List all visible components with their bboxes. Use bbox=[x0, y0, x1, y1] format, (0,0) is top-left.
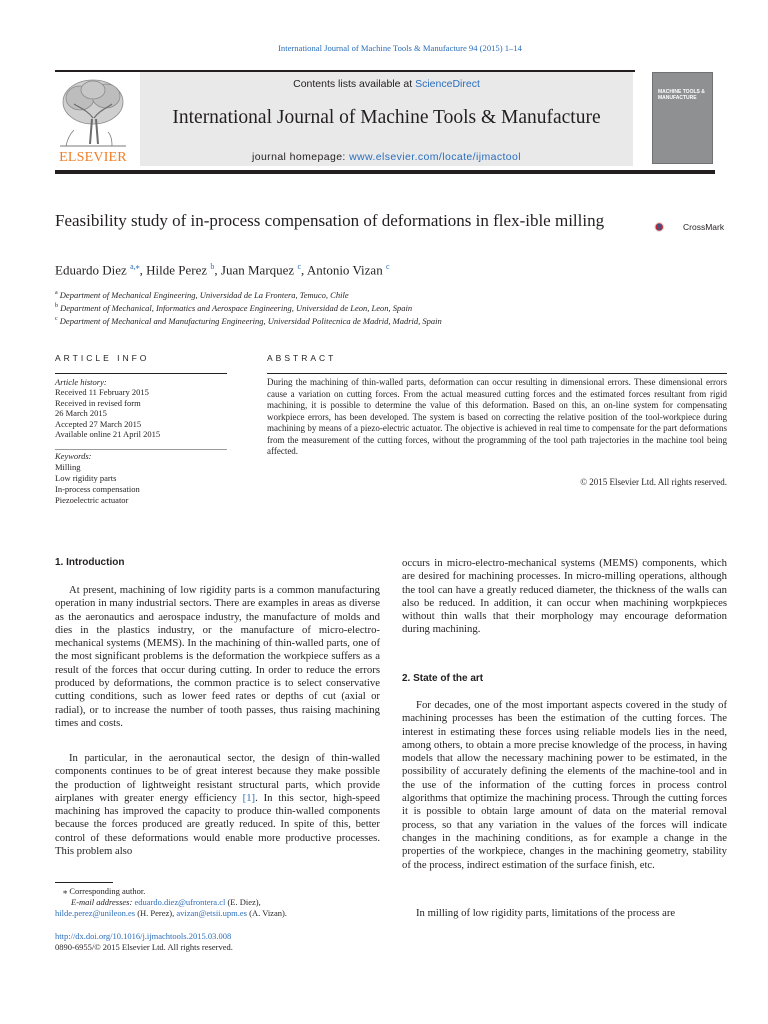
email-line: E-mail addresses: eduardo.diez@ufrontera.cl (E. Diez), bbox=[71, 897, 261, 907]
author-name: Antonio Vizan bbox=[306, 262, 383, 278]
keywords-label: Keywords: bbox=[55, 451, 92, 461]
author-affil-link[interactable]: a,⁎ bbox=[130, 262, 140, 271]
history-item: Accepted 27 March 2015 bbox=[55, 418, 142, 429]
email-line: hilde.perez@unileon.es (H. Perez), avizan@etsii.upm.es (A. Vizan). bbox=[55, 908, 287, 918]
journal-homepage bbox=[140, 151, 633, 163]
history-item: Received 11 February 2015 bbox=[55, 387, 149, 398]
history-item: Available online 21 April 2015 bbox=[55, 429, 161, 440]
affiliation-line: $^c$ Department of Mechanical and Manufacturing Engineering, Universidad Politecnica de Madrid, Madrid, Spain bbox=[55, 315, 442, 326]
keywords bbox=[55, 451, 235, 506]
cover-title: MACHINE TOOLS & MANUFACTURE bbox=[658, 89, 705, 101]
author-name: Juan Marquez bbox=[220, 262, 295, 278]
journal-cover-thumbnail[interactable] bbox=[652, 72, 713, 164]
abstract-copyright: © 2015 Elsevier Ltd. All rights reserved. bbox=[580, 477, 727, 487]
author-affil-link[interactable]: b bbox=[210, 262, 215, 271]
footnote-rule bbox=[55, 882, 113, 883]
section-heading-state-of-the-art: 2. State of the art bbox=[402, 673, 484, 684]
introduction-paragraph: In particular, in the aeronautical sector, the design of thin-walled components continues to be of great interest because they make possible the production of lightweight resistant structural parts, which provide airplanes with greater energy efficiency [1]. In this sector, high-speed machining has improved the capacity to produce thin-walled components because the forces produced are greatly reduced. In spite of this, better control of these deformations would enable more productive processes. This problem also bbox=[55, 752, 380, 858]
contents-line bbox=[140, 78, 633, 90]
author-affil-link[interactable]: c bbox=[297, 262, 302, 271]
corresponding-author-note: ⁎ Corresponding author. bbox=[63, 886, 146, 896]
abstract-text: During the machining of thin-walled parts, deformation can occur resulting in dimensional errors. These dimensional errors cause a variation on cutting forces. From the actual measured cutting forces and the estimated forces resultant from rigid machining, it is possible to determine the value of this deformation. Based on this, an on-line system for compensating workpiece errors, has been developed. The system is based on correcting the relative position of the tool-workpiece during machining by means of a piezo-electric actuator. The objective is achieved in real time to compensate for the part deformations from the measurement of the cutting forces, without the programming of the tool path trajectories in the machine tool being affected. bbox=[267, 377, 727, 456]
section-heading-introduction: 1. Introduction bbox=[55, 557, 125, 568]
author-name: Hilde Perez bbox=[146, 262, 208, 278]
keywords-rule bbox=[55, 449, 227, 450]
state-of-the-art-paragraph: For decades, one of the most important aspects covered in the study of machining processes has been the estimation of the cutting forces. The interest in estimating these forces using reliable models lies in the need, among others, to obtain a more precise knowledge of the process, in having models that allow the necessary machining power to be estimated, in the possibility of accurately defining the elements of the machine-tool and in the use of the information of the cutting forces in process control algorithms that optimize the machining process. Through the cutting forces it is possible to obtain large amount of data on the material removal process, so that any variation in the values of the forces will indicate changes in the machining conditions, as for example a change in the properties of the workpiece, changes in the machining geometry, stability of the process, indirect estimation of the surface finish, etc. bbox=[402, 699, 727, 871]
journal-name: International Journal of Machine Tools & Manufacture bbox=[172, 107, 601, 128]
history-item: 26 March 2015 bbox=[55, 408, 107, 419]
footnote bbox=[55, 886, 380, 919]
email-link[interactable]: avizan@etsii.upm.es bbox=[176, 908, 247, 918]
issn-line: 0890-6955/© 2015 Elsevier Ltd. All rights reserved. bbox=[55, 942, 233, 952]
article-info-rule bbox=[55, 373, 227, 374]
introduction-continued-paragraph: occurs in micro-electro-mechanical systems (MEMS) components, which are desired for machining processes. In micro-milling operations, although the tool can have a greatly reduced diameter, the thickness of the walls can also be reduced. In addition, it can occur when machining worpkpieces without thin walls that their morphology may encourage deformation during machining. bbox=[402, 557, 727, 636]
crossmark-icon[interactable] bbox=[654, 212, 682, 242]
affiliation-line: $^b$ Department of Mechanical, Informatics and Aerospace Engineering, Universidad de Leon, Leon, Spain bbox=[55, 302, 413, 313]
doi-block bbox=[55, 931, 380, 953]
author-list: Eduardo Diez $^{a,⁎}$, Hilde Perez $^b$, Juan Marquez $^c$, Antonio Vizan $^c$ bbox=[55, 262, 390, 278]
running-head[interactable]: International Journal of Machine Tools & Manufacture 94 (2015) 1–14 bbox=[278, 43, 522, 53]
sciencedirect-link[interactable]: ScienceDirect bbox=[415, 78, 480, 90]
reference-link[interactable]: [1] bbox=[242, 791, 256, 804]
history-item: Received in revised form bbox=[55, 397, 141, 408]
author-affil-link[interactable]: c bbox=[385, 262, 390, 271]
article-info-heading: ARTICLE INFO bbox=[55, 353, 150, 363]
article-history bbox=[55, 377, 235, 439]
abstract-rule bbox=[267, 373, 727, 374]
email-link[interactable]: hilde.perez@unileon.es bbox=[55, 908, 136, 918]
masthead-bottom-rule bbox=[55, 170, 715, 174]
contents-prefix: Contents lists available at bbox=[293, 78, 416, 90]
history-label: Article history: bbox=[55, 377, 107, 387]
keyword: Low rigidity parts bbox=[55, 473, 117, 483]
elsevier-wordmark: ELSEVIER bbox=[59, 150, 127, 165]
keyword: Piezoelectric actuator bbox=[55, 495, 129, 505]
affiliations bbox=[55, 288, 442, 326]
homepage-prefix: journal homepage: bbox=[251, 151, 350, 163]
abstract-heading: ABSTRACT bbox=[267, 353, 337, 363]
introduction-paragraph: At present, machining of low rigidity parts is a common manufacturing operation in many industrial sectors. There are examples in areas as diverse as the aeronautics and aerospace industry, the manufacture of molds and dies in the plastics industry, or the manufacture of micro-electro-mechanical systems (MEMS). In the machining of thin-walled parts, one of the most significant problems is the deformation the workpiece suffers as a result of the forces that occur during cutting. In order to reduce the errors produced by deformations, the common practice is to select conservative cutting conditions, such as lower feed rates or depths of cut (axial or radial), or to increase the number of tooth passes, thus raising machining times and costs. bbox=[55, 584, 380, 729]
doi-link[interactable]: http://dx.doi.org/10.1016/j.ijmachtools.2015.03.008 bbox=[55, 931, 232, 941]
homepage-link[interactable]: www.elsevier.com/locate/ijmactool bbox=[349, 151, 522, 163]
email-link[interactable]: eduardo.diez@ufrontera.cl bbox=[134, 897, 226, 907]
keyword: In-process compensation bbox=[55, 484, 140, 494]
keyword: Milling bbox=[55, 462, 81, 472]
author-name: Eduardo Diez bbox=[55, 262, 127, 278]
article-title: Feasibility study of in-process compensation of deformations in flex-ible milling bbox=[55, 211, 605, 230]
crossmark-label[interactable]: CrossMark bbox=[683, 222, 725, 232]
affiliation-line: $^a$ Department of Mechanical Engineering, Universidad de La Frontera, Temuco, Chile bbox=[55, 289, 349, 300]
state-of-the-art-paragraph: In milling of low rigidity parts, limitations of the process are bbox=[416, 907, 676, 919]
